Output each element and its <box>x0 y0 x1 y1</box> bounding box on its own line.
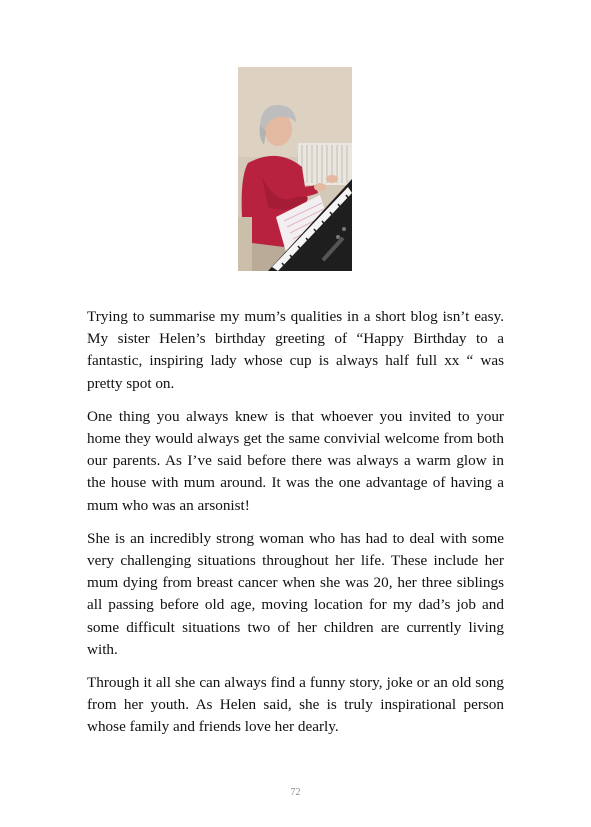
page-number: 72 <box>290 787 301 798</box>
woman-at-keyboard-photo <box>238 67 352 271</box>
paragraph-3: She is an incredibly strong woman who has had to deal with some very challenging situations throughout her life. These include her mum dying from breast cancer when she was 20, her three siblings all passing before old age, moving location for my dad’s job and some difficult situations two of her children are currently living with. <box>87 529 504 658</box>
paragraph-1: Trying to summarise my mum’s qualities in a short blog isn’t easy. My sister Helen’s birthday greeting of “Happy Birthday to a fantastic, inspiring lady whose cup is always half full xx “ was pretty spot on. <box>87 308 504 392</box>
paragraph-2: One thing you always knew is that whoever you invited to your home they would always get the same convivial welcome from both our parents. As I’ve said before there was always a warm glow in the house with mum around. It was the one advantage of having a mum who was an arsonist! <box>87 407 504 514</box>
body-text <box>87 306 504 750</box>
paragraph-4: Through it all she can always find a funny story, joke or an old song from her youth. As Helen said, she is truly inspirational person whose family and friends love her dearly. <box>87 674 504 736</box>
